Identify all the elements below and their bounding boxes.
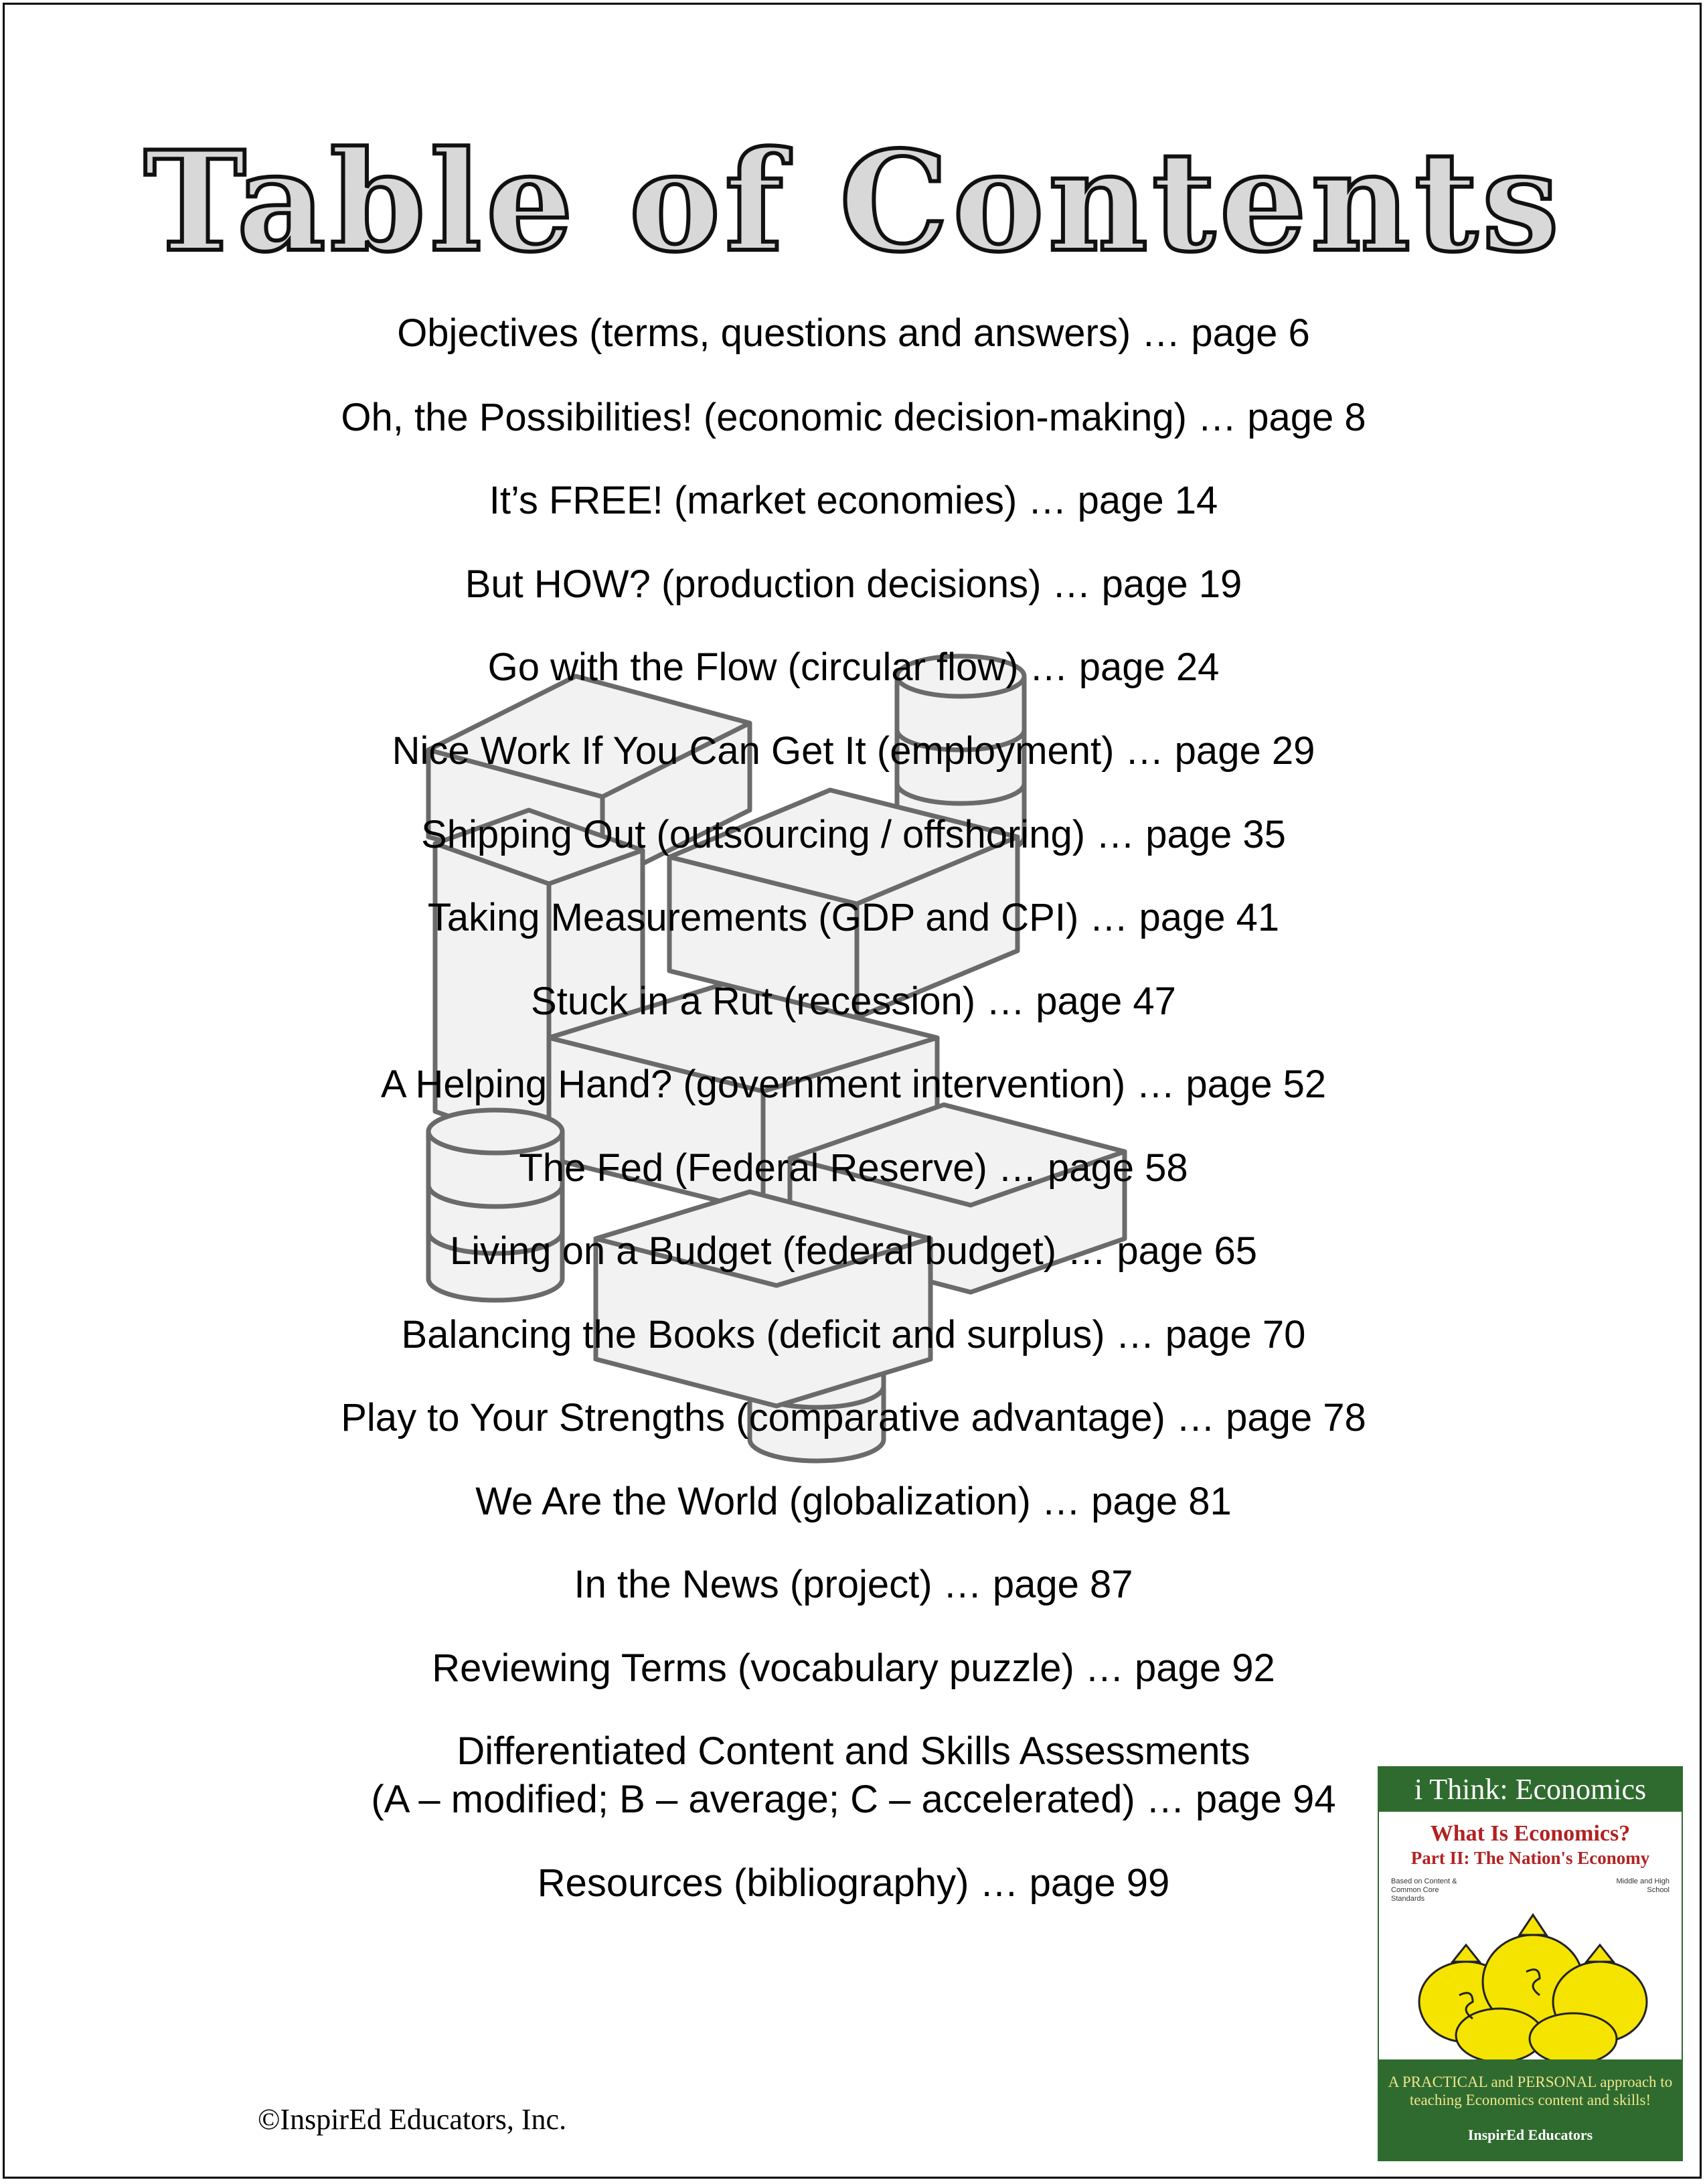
- toc-entry: Resources (bibliography) … page 99: [537, 1861, 1170, 1905]
- cover-subtitle: Part II: The Nation's Economy: [1410, 1848, 1650, 1868]
- toc-entry: It’s FREE! (market economies) … page 14: [489, 479, 1218, 522]
- page-title: Table of Contents: [143, 122, 1564, 283]
- cover-footer: [1379, 2059, 1682, 2160]
- toc-entry: A Helping Hand? (government intervention) … page 52: [380, 1063, 1327, 1106]
- cover-standards-note: Based on Content & Common Core Standards: [1391, 1877, 1457, 1903]
- toc-entry-line: (A – modified; B – average; C – accelerated) … page 94: [371, 1778, 1336, 1821]
- money-bags-icon: [1406, 1901, 1660, 2062]
- toc-entry-line: Differentiated Content and Skills Assessments: [457, 1729, 1250, 1773]
- toc-entry: Shipping Out (outsourcing / offshoring) … page 35: [421, 813, 1286, 856]
- toc-entry: The Fed (Federal Reserve) … page 58: [519, 1146, 1188, 1190]
- toc-entry: Go with the Flow (circular flow) … page 24: [487, 645, 1220, 689]
- toc-entry: Reviewing Terms (vocabulary puzzle) … page 92: [432, 1646, 1275, 1690]
- cover-tagline: A PRACTICAL and PERSONAL approach to teaching Economics content and skills!: [1388, 2074, 1673, 2108]
- book-cover-thumbnail: [1378, 1766, 1683, 2161]
- cover-series: i Think: Economics: [1379, 1768, 1682, 1812]
- toc-entry: Objectives (terms, questions and answers) … page 6: [397, 311, 1310, 355]
- cover-title: What Is Economics?: [1430, 1821, 1631, 1846]
- cover-grade-note: Middle and High School: [1616, 1877, 1670, 1894]
- toc-entry: Oh, the Possibilities! (economic decision-making) … page 8: [341, 396, 1366, 439]
- toc-entry: We Are the World (globalization) … page 81: [475, 1480, 1232, 1523]
- copyright-notice: ©InspirEd Educators, Inc.: [258, 2103, 567, 2136]
- toc-entry: Balancing the Books (deficit and surplus) … page 70: [401, 1313, 1306, 1356]
- toc-entry: In the News (project) … page 87: [574, 1563, 1133, 1606]
- toc-entry: Play to Your Strengths (comparative advantage) … page 78: [341, 1396, 1366, 1439]
- toc-entry: Stuck in a Rut (recession) … page 47: [531, 980, 1176, 1023]
- toc-entry: Taking Measurements (GDP and CPI) … page 41: [427, 896, 1280, 939]
- toc-entry: Living on a Budget (federal budget) … page 65: [450, 1229, 1257, 1273]
- toc-entry: But HOW? (production decisions) … page 19: [465, 562, 1242, 606]
- cover-publisher: InspirEd Educators: [1467, 2126, 1593, 2143]
- toc-entry: Nice Work If You Can Get It (employment) … page 29: [392, 729, 1315, 773]
